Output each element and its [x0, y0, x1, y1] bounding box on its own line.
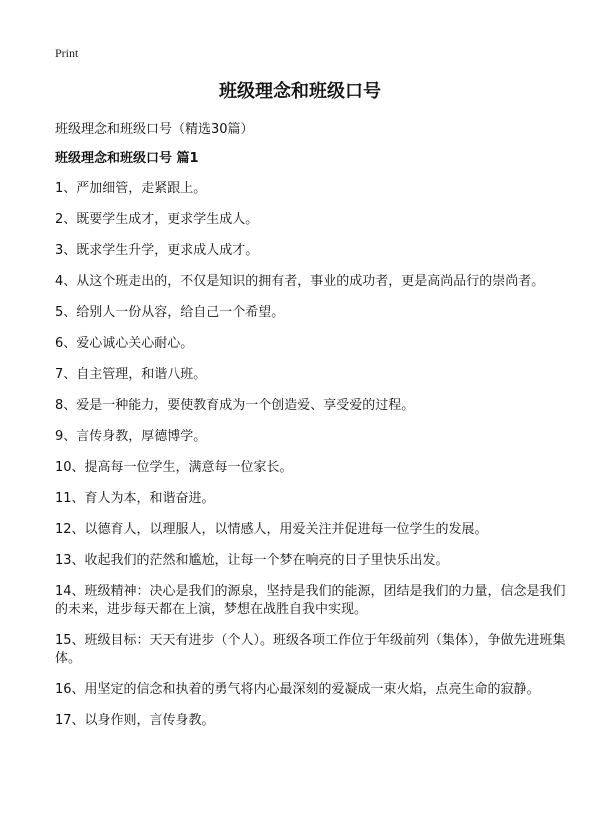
print-link[interactable]: Print [55, 46, 79, 60]
section-heading: 班级理念和班级口号 篇1 [55, 151, 199, 166]
list-item: 8、爱是一种能力，要使教育成为一个创造爱、享受爱的过程。 [55, 398, 415, 413]
list-item: 13、收起我们的茫然和尴尬，让每一个梦在响亮的日子里快乐出发。 [55, 553, 449, 568]
list-item: 6、爱心诚心关心耐心。 [55, 336, 194, 351]
document-subtitle: 班级理念和班级口号（精选30篇） [55, 122, 254, 137]
list-item: 10、提高每一位学生，满意每一位家长。 [55, 460, 293, 475]
list-item: 4、从这个班走出的，不仅是知识的拥有者，事业的成功者，更是高尚品行的崇尚者。 [55, 274, 545, 289]
list-item: 15、班级目标：天天有进步（个人）。班级各项工作位于年级前列（集体），争做先进班集体。 [55, 633, 566, 666]
page-title: 班级理念和班级口号 [219, 81, 381, 102]
list-item: 16、用坚定的信念和执着的勇气将内心最深刻的爱凝成一束火焰，点亮生命的寂静。 [55, 682, 540, 697]
list-item: 14、班级精神：决心是我们的源泉，坚持是我们的能源，团结是我们的力量，信念是我们的未来，进步每天都在上演，梦想在战胜自我中实现。 [55, 584, 566, 617]
list-item: 9、言传身教，厚德博学。 [55, 429, 207, 444]
list-item: 1、严加细管，走紧跟上。 [55, 181, 207, 196]
list-item: 2、既要学生成才，更求学生成人。 [55, 212, 259, 227]
list-item: 12、以德育人，以理服人，以情感人，用爱关注并促进每一位学生的发展。 [55, 522, 488, 537]
list-item: 11、育人为本，和谐奋进。 [55, 491, 215, 506]
slogan-list [55, 180, 575, 743]
list-item: 7、自主管理，和谐八班。 [55, 367, 207, 382]
list-item: 17、以身作则，言传身教。 [55, 713, 215, 728]
list-item: 5、给别人一份从容，给自己一个希望。 [55, 305, 285, 320]
list-item: 3、既求学生升学，更求成人成才。 [55, 243, 259, 258]
